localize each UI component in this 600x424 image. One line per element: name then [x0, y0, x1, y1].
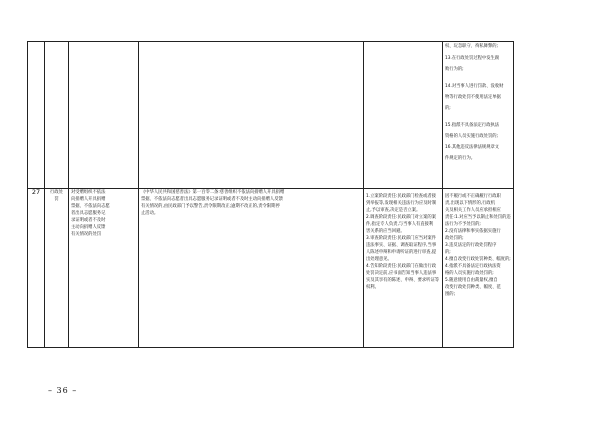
resp-line: 2.调查阶段责任:民政部门对立案的案 — [366, 215, 436, 220]
resp-line: 害关系的应当回避。 — [366, 229, 405, 234]
resp-line: 止,予以审查,决定是否立案。 — [366, 208, 421, 213]
page-number: – 36 – — [48, 386, 78, 395]
seq-cell-empty — [28, 42, 45, 189]
text-line: 败行为的; — [445, 67, 464, 72]
responsibility-cell — [364, 189, 443, 348]
category-text: 行政处罚 — [50, 190, 63, 202]
item-line: 有关情况的处罚 — [71, 232, 102, 237]
dutyfree-line: 3.违反法定的行政处罚程序 — [445, 243, 497, 248]
dutyfree-line: 关及相关工作人员应承担相应 — [445, 208, 501, 213]
basis-line: 票据、不依法向志愿者出具志愿服务记录证明或者不及时主动向捐赠人反馈 — [141, 197, 283, 202]
resp-line: 件,指定专人负责,与当事人有直接利 — [366, 222, 434, 227]
dutyfree-line: 格的人员实施行政处罚的; — [445, 271, 494, 276]
dutyfree-line: 因不履行或不正确履行行政职 — [445, 194, 501, 199]
resp-line: 到举报等,发现相关违法行为应及时制 — [366, 201, 437, 206]
seq-cell — [28, 189, 45, 348]
dutyfree-line: 责,出现以下情形的,行政机 — [445, 201, 495, 206]
resp-line: 3.审查阶段责任:民政部门应当对案件 — [366, 236, 436, 241]
category-cell-empty — [45, 42, 69, 189]
dutyfree-line: 围的; — [445, 292, 456, 297]
item-line: 票据、不依法向志愿 — [71, 204, 110, 209]
resp-line: 4.告知阶段责任:民政部门在做出行政 — [366, 264, 436, 269]
item-line: 对受赠组织不依法 — [71, 190, 106, 195]
dutyfree-cell-continued — [443, 42, 514, 189]
text-line: 资格的人员实施行政处罚的; — [445, 134, 499, 139]
dutyfree-line: 2.没有法律和事实依据实施行 — [445, 229, 501, 234]
text-line: 的; — [445, 106, 451, 111]
item-line: 主动向捐赠人反馈 — [71, 225, 106, 230]
basis-cell-empty — [139, 42, 364, 189]
resp-line: 违法事实、证据、调查取证程序,当事 — [366, 243, 437, 248]
resp-line: 1.立案阶段责任:民政部门检查或者接 — [366, 194, 436, 199]
text-line: 16.其他违反法律法规规章文 — [445, 145, 500, 150]
resp-line: 人陈述申辩和申请听证的进行审查,提 — [366, 250, 437, 255]
dutyfree-line: 5.随意使用自由裁量权,擅自 — [445, 278, 498, 283]
dutyfree-line: 责任:1.对应当予以制止和处罚的违 — [445, 215, 511, 220]
item-line: 录证明或者不及时 — [71, 218, 106, 223]
item-name-cell — [69, 189, 139, 348]
resp-line: 出处理意见。 — [366, 257, 392, 262]
basis-line: 有关情况的,由民政部门予以警告,责令限期改正;逾期不改正的,责令限期停 — [141, 204, 280, 209]
text-line: 件规定的行为。 — [445, 156, 476, 161]
basis-line: 止活动。 — [141, 211, 159, 216]
resp-line: 实及其享有的陈述、申辩、要求听证等 — [366, 278, 440, 283]
item-line: 向捐赠人开具捐赠 — [71, 197, 106, 202]
dutyfree-line: 4.擅自改变行政处罚种类、幅度的; — [445, 257, 511, 262]
dutyfree-line: 的; — [445, 250, 451, 255]
text-line: 14.对当事人进行罚款、没收财 — [445, 84, 504, 89]
text-line: 13.在行政处罚过程中发生腐 — [445, 56, 500, 61]
dutyfree-line: 法行为不予处罚的; — [445, 222, 481, 227]
table-row-continued — [28, 42, 514, 189]
resp-line: 处罚决定前,应书面告知当事人违法事 — [366, 271, 437, 276]
dutyfree-line: 政处罚的; — [445, 236, 464, 241]
category-cell — [45, 189, 69, 348]
legal-basis-cell — [139, 189, 364, 348]
item-line: 者出具志愿服务记 — [71, 211, 106, 216]
text-line: 15.指派不具备法定行政执法 — [445, 123, 500, 128]
table-row-27 — [28, 189, 514, 348]
text-line: 物等行政处罚不使用法定单据 — [445, 95, 501, 100]
basis-line: 《中华人民共和国慈善法》第一百零二条:慈善组织不依法向捐赠人开具捐赠 — [141, 190, 285, 195]
text-line: 权、玩忽职守、徇私舞弊的; — [445, 44, 499, 49]
item-cell-empty — [69, 42, 139, 189]
seq-number: 27 — [31, 188, 41, 196]
dutyfree-line: 4.指派不具备法定行政执法资 — [445, 264, 501, 269]
duty-table — [27, 41, 514, 348]
dutyfree-line: 改变行政处罚种类、幅度、范 — [445, 285, 501, 290]
dutyfree-cell — [443, 189, 514, 348]
responsibility-cell-empty — [364, 42, 443, 189]
resp-line: 权利。 — [366, 285, 379, 290]
